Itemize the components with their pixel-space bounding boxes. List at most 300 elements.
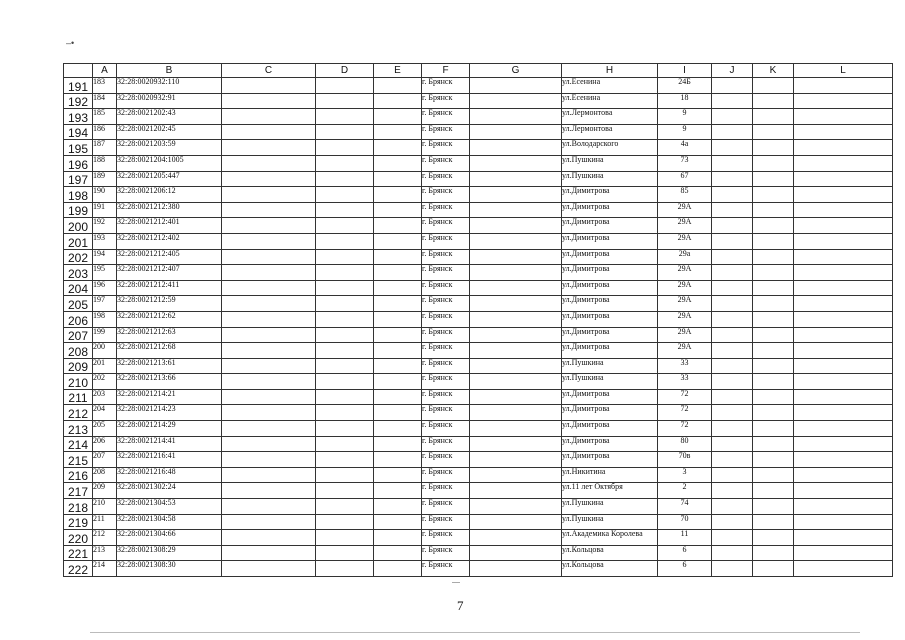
cell-a: 199 (93, 327, 117, 343)
cell-l (794, 483, 893, 499)
cell-c (222, 358, 316, 374)
cell-i: 29А (658, 343, 712, 359)
cell-e (374, 140, 422, 156)
row-number: 222 (64, 561, 93, 577)
cell-e (374, 374, 422, 390)
cell-l (794, 358, 893, 374)
cell-i: 72 (658, 405, 712, 421)
table-row (64, 311, 893, 327)
cell-g (470, 233, 562, 249)
column-header-a: A (93, 64, 117, 78)
cell-j (712, 265, 753, 281)
cell-j (712, 296, 753, 312)
cell-a: 202 (93, 374, 117, 390)
cell-h: ул.Димитрова (562, 436, 658, 452)
row-number: 219 (64, 514, 93, 530)
cell-e (374, 358, 422, 374)
cell-i: 33 (658, 374, 712, 390)
cell-a: 190 (93, 187, 117, 203)
cell-d (316, 483, 374, 499)
cell-b: 32:28:0021216:48 (117, 467, 222, 483)
row-number: 206 (64, 311, 93, 327)
cell-a: 198 (93, 311, 117, 327)
cell-g (470, 561, 562, 577)
cell-g (470, 140, 562, 156)
cell-h: ул.Димитрова (562, 343, 658, 359)
cell-e (374, 280, 422, 296)
cell-g (470, 545, 562, 561)
cell-f: г. Брянск (422, 327, 470, 343)
cell-a: 197 (93, 296, 117, 312)
cell-l (794, 389, 893, 405)
corner-cell (64, 64, 93, 78)
cell-k (753, 171, 794, 187)
cell-l (794, 327, 893, 343)
cell-g (470, 109, 562, 125)
cell-e (374, 514, 422, 530)
cell-e (374, 78, 422, 94)
cell-b: 32:28:0021212:68 (117, 343, 222, 359)
cell-a: 208 (93, 467, 117, 483)
table-row (64, 358, 893, 374)
cell-j (712, 280, 753, 296)
cell-l (794, 140, 893, 156)
cell-g (470, 389, 562, 405)
cell-c (222, 78, 316, 94)
cell-b: 32:28:0021214:29 (117, 421, 222, 437)
cell-j (712, 389, 753, 405)
cell-k (753, 280, 794, 296)
cell-k (753, 389, 794, 405)
table-row (64, 561, 893, 577)
table-row (64, 78, 893, 94)
cell-e (374, 499, 422, 515)
cell-a: 210 (93, 499, 117, 515)
divider (452, 582, 460, 583)
cell-e (374, 124, 422, 140)
cell-d (316, 452, 374, 468)
cell-a: 195 (93, 265, 117, 281)
cell-j (712, 452, 753, 468)
cell-i: 80 (658, 436, 712, 452)
cell-c (222, 265, 316, 281)
cell-b: 32:28:0021214:21 (117, 389, 222, 405)
cell-k (753, 530, 794, 546)
cell-g (470, 202, 562, 218)
cell-k (753, 514, 794, 530)
cell-a: 183 (93, 78, 117, 94)
column-header-g: G (470, 64, 562, 78)
cell-c (222, 155, 316, 171)
row-number: 196 (64, 155, 93, 171)
cell-a: 196 (93, 280, 117, 296)
cell-l (794, 171, 893, 187)
cell-g (470, 296, 562, 312)
cell-a: 191 (93, 202, 117, 218)
cell-i: 73 (658, 155, 712, 171)
cell-e (374, 218, 422, 234)
cell-b: 32:28:0021308:30 (117, 561, 222, 577)
cell-d (316, 499, 374, 515)
cell-k (753, 249, 794, 265)
table-row (64, 421, 893, 437)
cell-j (712, 233, 753, 249)
cell-j (712, 514, 753, 530)
cell-e (374, 327, 422, 343)
cell-j (712, 202, 753, 218)
cell-d (316, 436, 374, 452)
cell-h: ул.Димитрова (562, 233, 658, 249)
cell-c (222, 249, 316, 265)
cell-e (374, 343, 422, 359)
cell-h: ул.Димитрова (562, 452, 658, 468)
cell-k (753, 561, 794, 577)
cell-d (316, 514, 374, 530)
table-row (64, 436, 893, 452)
cell-b: 32:28:0021212:63 (117, 327, 222, 343)
cell-d (316, 343, 374, 359)
cell-d (316, 374, 374, 390)
cell-l (794, 421, 893, 437)
cell-c (222, 514, 316, 530)
cell-l (794, 545, 893, 561)
cell-f: г. Брянск (422, 202, 470, 218)
cell-j (712, 249, 753, 265)
cell-l (794, 296, 893, 312)
cell-b: 32:28:0021304:58 (117, 514, 222, 530)
cell-h: ул.Кольцова (562, 545, 658, 561)
cell-a: 200 (93, 343, 117, 359)
cell-a: 203 (93, 389, 117, 405)
cell-d (316, 358, 374, 374)
cell-i: 6 (658, 545, 712, 561)
cell-h: ул.Есенина (562, 93, 658, 109)
row-number: 191 (64, 78, 93, 94)
cell-h: ул.Академика Королева (562, 530, 658, 546)
cell-e (374, 436, 422, 452)
column-header-e: E (374, 64, 422, 78)
cell-e (374, 561, 422, 577)
cell-h: ул.Кольцова (562, 561, 658, 577)
cell-c (222, 327, 316, 343)
cell-l (794, 124, 893, 140)
cell-e (374, 171, 422, 187)
row-number: 212 (64, 405, 93, 421)
cell-g (470, 530, 562, 546)
cell-d (316, 311, 374, 327)
cell-l (794, 187, 893, 203)
cell-e (374, 389, 422, 405)
cell-j (712, 374, 753, 390)
cell-f: г. Брянск (422, 561, 470, 577)
cell-b: 32:28:0021203:59 (117, 140, 222, 156)
cell-k (753, 483, 794, 499)
cell-g (470, 93, 562, 109)
cell-i: 74 (658, 499, 712, 515)
cell-k (753, 78, 794, 94)
page-number: 7 (457, 598, 464, 613)
cell-j (712, 140, 753, 156)
cell-d (316, 421, 374, 437)
cell-i: 18 (658, 93, 712, 109)
cell-g (470, 218, 562, 234)
cell-b: 32:28:0021205:447 (117, 171, 222, 187)
cell-d (316, 233, 374, 249)
cell-b: 32:28:0020932:91 (117, 93, 222, 109)
cell-b: 32:28:0021212:380 (117, 202, 222, 218)
cell-e (374, 421, 422, 437)
row-number: 195 (64, 140, 93, 156)
cell-b: 32:28:0021302:24 (117, 483, 222, 499)
cell-e (374, 155, 422, 171)
cell-d (316, 389, 374, 405)
cell-b: 32:28:0021214:41 (117, 436, 222, 452)
cell-g (470, 78, 562, 94)
cell-a: 213 (93, 545, 117, 561)
cell-b: 32:28:0021213:66 (117, 374, 222, 390)
cell-c (222, 296, 316, 312)
cell-a: 185 (93, 109, 117, 125)
cell-a: 207 (93, 452, 117, 468)
cell-f: г. Брянск (422, 311, 470, 327)
cell-b: 32:28:0021212:59 (117, 296, 222, 312)
cell-k (753, 343, 794, 359)
cell-j (712, 545, 753, 561)
cell-c (222, 561, 316, 577)
cell-b: 32:28:0021212:62 (117, 311, 222, 327)
cell-k (753, 187, 794, 203)
table-row (64, 140, 893, 156)
bottom-rule (90, 632, 860, 633)
cell-f: г. Брянск (422, 514, 470, 530)
cell-g (470, 452, 562, 468)
cell-g (470, 405, 562, 421)
cell-k (753, 452, 794, 468)
row-number: 201 (64, 233, 93, 249)
cell-l (794, 109, 893, 125)
cell-l (794, 202, 893, 218)
cell-l (794, 155, 893, 171)
cell-a: 186 (93, 124, 117, 140)
cell-k (753, 311, 794, 327)
cell-a: 187 (93, 140, 117, 156)
cell-f: г. Брянск (422, 343, 470, 359)
cell-i: 24Б (658, 78, 712, 94)
cell-k (753, 327, 794, 343)
table-row (64, 155, 893, 171)
cell-d (316, 124, 374, 140)
cell-g (470, 265, 562, 281)
row-number: 217 (64, 483, 93, 499)
cell-i: 29а (658, 249, 712, 265)
cell-j (712, 311, 753, 327)
cell-j (712, 171, 753, 187)
row-number: 221 (64, 545, 93, 561)
cell-h: ул.Пушкина (562, 499, 658, 515)
cell-h: ул.Димитрова (562, 296, 658, 312)
cell-c (222, 389, 316, 405)
cell-k (753, 296, 794, 312)
cell-d (316, 171, 374, 187)
row-number: 220 (64, 530, 93, 546)
cell-f: г. Брянск (422, 545, 470, 561)
cell-i: 29А (658, 265, 712, 281)
cell-d (316, 545, 374, 561)
cell-f: г. Брянск (422, 187, 470, 203)
cell-l (794, 436, 893, 452)
cell-a: 204 (93, 405, 117, 421)
cell-e (374, 202, 422, 218)
cell-e (374, 187, 422, 203)
cell-h: ул.Димитрова (562, 202, 658, 218)
cell-f: г. Брянск (422, 78, 470, 94)
cell-g (470, 249, 562, 265)
row-number: 209 (64, 358, 93, 374)
cell-l (794, 311, 893, 327)
table-row (64, 218, 893, 234)
cell-k (753, 155, 794, 171)
cell-e (374, 452, 422, 468)
cell-a: 211 (93, 514, 117, 530)
cell-h: ул.Пушкина (562, 514, 658, 530)
cell-j (712, 327, 753, 343)
cell-j (712, 483, 753, 499)
cell-i: 2 (658, 483, 712, 499)
column-header-j: J (712, 64, 753, 78)
cell-g (470, 187, 562, 203)
table-row (64, 296, 893, 312)
cell-f: г. Брянск (422, 124, 470, 140)
row-number: 204 (64, 280, 93, 296)
row-number: 200 (64, 218, 93, 234)
cell-i: 70 (658, 514, 712, 530)
cell-b: 32:28:0021214:23 (117, 405, 222, 421)
cell-h: ул.Димитрова (562, 311, 658, 327)
row-number: 203 (64, 265, 93, 281)
cell-k (753, 109, 794, 125)
cell-d (316, 78, 374, 94)
cell-d (316, 561, 374, 577)
cell-k (753, 265, 794, 281)
cell-a: 205 (93, 421, 117, 437)
cell-h: ул.Никитина (562, 467, 658, 483)
cell-a: 201 (93, 358, 117, 374)
cell-f: г. Брянск (422, 389, 470, 405)
cell-a: 192 (93, 218, 117, 234)
cell-i: 29А (658, 233, 712, 249)
cell-i: 4а (658, 140, 712, 156)
table-row (64, 405, 893, 421)
cell-i: 67 (658, 171, 712, 187)
cell-l (794, 265, 893, 281)
cell-c (222, 545, 316, 561)
row-number: 192 (64, 93, 93, 109)
cell-i: 29А (658, 218, 712, 234)
cell-h: ул.Димитрова (562, 389, 658, 405)
cell-l (794, 93, 893, 109)
cell-f: г. Брянск (422, 140, 470, 156)
cell-c (222, 187, 316, 203)
cell-j (712, 218, 753, 234)
table-row (64, 124, 893, 140)
cell-k (753, 93, 794, 109)
cell-l (794, 218, 893, 234)
cell-f: г. Брянск (422, 93, 470, 109)
cell-f: г. Брянск (422, 405, 470, 421)
row-number: 194 (64, 124, 93, 140)
cell-e (374, 296, 422, 312)
table-row (64, 467, 893, 483)
cell-f: г. Брянск (422, 499, 470, 515)
cell-d (316, 202, 374, 218)
cell-e (374, 93, 422, 109)
cell-g (470, 124, 562, 140)
cell-e (374, 483, 422, 499)
row-number: 216 (64, 467, 93, 483)
cell-e (374, 311, 422, 327)
cell-a: 193 (93, 233, 117, 249)
cell-l (794, 249, 893, 265)
cell-c (222, 343, 316, 359)
cell-d (316, 327, 374, 343)
cell-j (712, 561, 753, 577)
cell-i: 29А (658, 311, 712, 327)
cell-b: 32:28:0021202:43 (117, 109, 222, 125)
cell-f: г. Брянск (422, 249, 470, 265)
cell-f: г. Брянск (422, 155, 470, 171)
row-number: 215 (64, 452, 93, 468)
cell-k (753, 358, 794, 374)
cell-k (753, 374, 794, 390)
row-number: 197 (64, 171, 93, 187)
cell-b: 32:28:0021212:411 (117, 280, 222, 296)
cell-f: г. Брянск (422, 358, 470, 374)
cell-k (753, 421, 794, 437)
cell-b: 32:28:0021212:401 (117, 218, 222, 234)
column-header-d: D (316, 64, 374, 78)
cell-c (222, 280, 316, 296)
cell-j (712, 343, 753, 359)
cell-d (316, 265, 374, 281)
row-number: 198 (64, 187, 93, 203)
row-number: 207 (64, 327, 93, 343)
cell-c (222, 140, 316, 156)
cell-h: ул.Пушкина (562, 171, 658, 187)
cell-k (753, 140, 794, 156)
column-header-l: L (794, 64, 893, 78)
cell-d (316, 155, 374, 171)
row-number: 213 (64, 421, 93, 437)
cell-k (753, 545, 794, 561)
cell-c (222, 405, 316, 421)
column-header-k: K (753, 64, 794, 78)
cell-j (712, 124, 753, 140)
cell-b: 32:28:0021304:66 (117, 530, 222, 546)
row-number: 211 (64, 389, 93, 405)
table-row (64, 249, 893, 265)
cell-c (222, 311, 316, 327)
cell-j (712, 421, 753, 437)
cell-e (374, 467, 422, 483)
cell-d (316, 405, 374, 421)
cell-h: ул.Пушкина (562, 155, 658, 171)
cell-a: 188 (93, 155, 117, 171)
cell-i: 9 (658, 109, 712, 125)
cell-i: 72 (658, 389, 712, 405)
cell-g (470, 155, 562, 171)
cell-l (794, 374, 893, 390)
row-number: 205 (64, 296, 93, 312)
